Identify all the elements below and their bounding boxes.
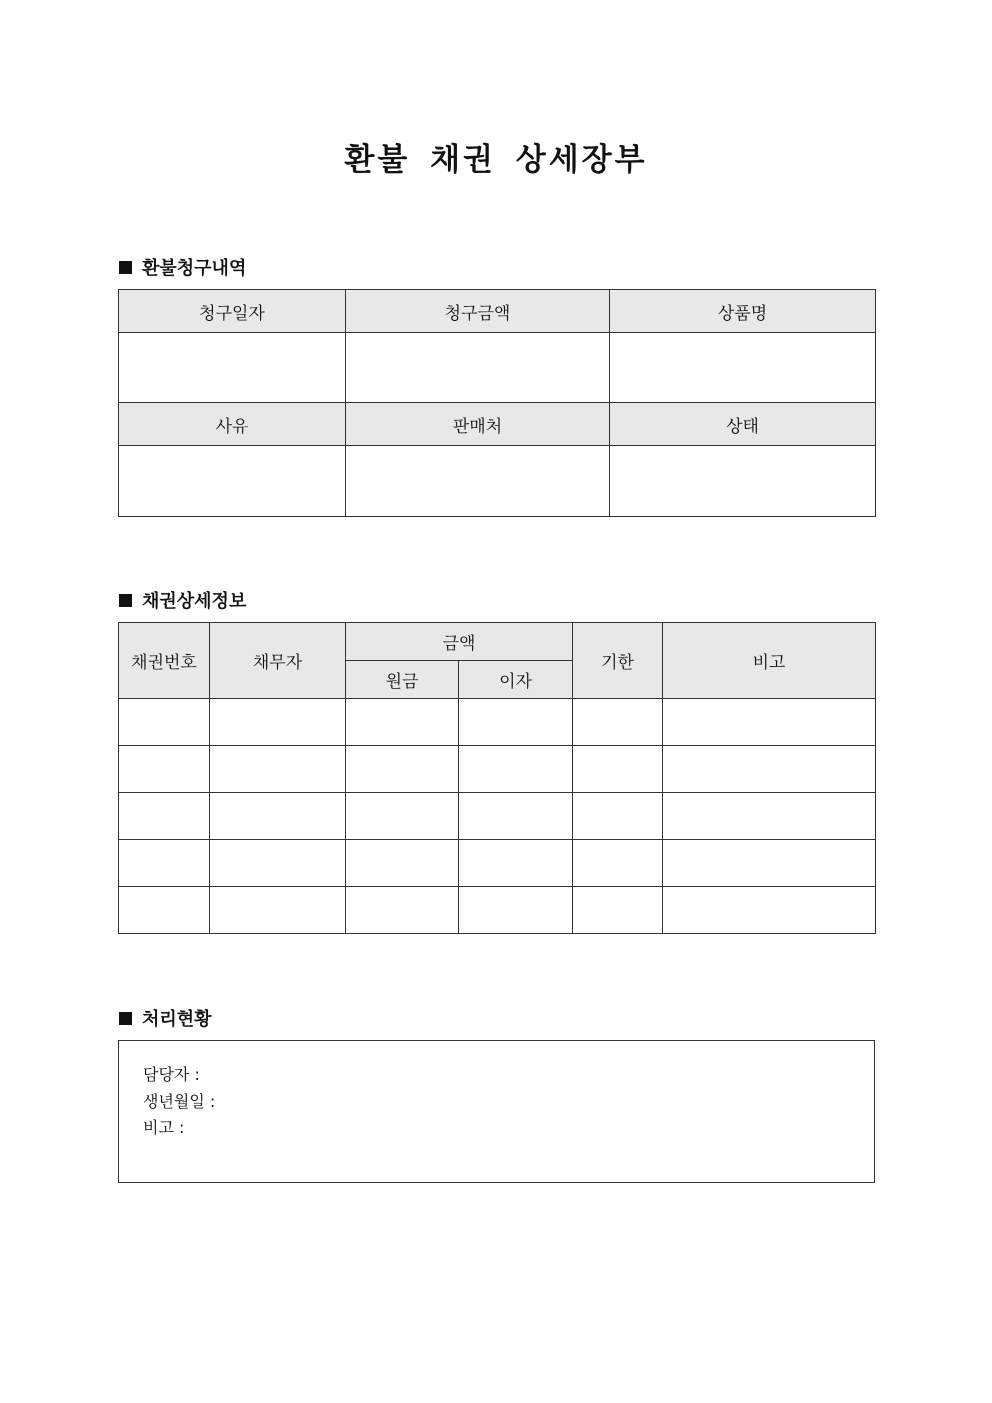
header-reason: 사유 (119, 403, 346, 446)
header-remark: 비고 (663, 623, 876, 699)
header-product-name: 상품명 (610, 290, 876, 333)
cell-principal[interactable] (346, 887, 459, 934)
cell-due-date[interactable] (573, 793, 663, 840)
cell-seller[interactable] (346, 446, 610, 517)
cell-principal[interactable] (346, 699, 459, 746)
square-bullet-icon (119, 1012, 132, 1025)
cell-due-date[interactable] (573, 746, 663, 793)
cell-bond-number[interactable] (119, 793, 210, 840)
table-row (119, 746, 876, 793)
cell-remark[interactable] (663, 793, 876, 840)
cell-debtor[interactable] (210, 840, 346, 887)
cell-remark[interactable] (663, 699, 876, 746)
cell-interest[interactable] (459, 840, 573, 887)
header-amount: 금액 (346, 623, 573, 661)
cell-principal[interactable] (346, 746, 459, 793)
header-interest: 이자 (459, 661, 573, 699)
cell-due-date[interactable] (573, 887, 663, 934)
remark-line[interactable]: 비고 : (143, 1118, 185, 1137)
square-bullet-icon (119, 261, 132, 274)
refund-request-table (118, 289, 876, 517)
birthdate-line[interactable]: 생년월일 : (143, 1092, 216, 1111)
cell-due-date[interactable] (573, 840, 663, 887)
table-row (119, 840, 876, 887)
cell-claim-amount[interactable] (346, 333, 610, 403)
cell-principal[interactable] (346, 840, 459, 887)
header-bond-number: 채권번호 (119, 623, 210, 699)
cell-debtor[interactable] (210, 699, 346, 746)
cell-bond-number[interactable] (119, 699, 210, 746)
section-heading-text: 처리현황 (142, 1009, 212, 1030)
section-heading-text: 환불청구내역 (142, 258, 247, 279)
section-heading-processing-status (119, 1005, 212, 1031)
header-status: 상태 (610, 403, 876, 446)
page-title: 환불 채권 상세장부 (344, 142, 648, 178)
cell-bond-number[interactable] (119, 746, 210, 793)
section-heading-bond-detail (119, 587, 246, 613)
cell-principal[interactable] (346, 793, 459, 840)
square-bullet-icon (119, 594, 132, 607)
cell-bond-number[interactable] (119, 840, 210, 887)
header-claim-date: 청구일자 (119, 290, 346, 333)
cell-interest[interactable] (459, 699, 573, 746)
cell-debtor[interactable] (210, 746, 346, 793)
cell-debtor[interactable] (210, 887, 346, 934)
cell-remark[interactable] (663, 746, 876, 793)
cell-reason[interactable] (119, 446, 346, 517)
header-principal: 원금 (346, 661, 459, 699)
cell-product-name[interactable] (610, 333, 876, 403)
table-row (119, 887, 876, 934)
cell-interest[interactable] (459, 887, 573, 934)
cell-claim-date[interactable] (119, 333, 346, 403)
cell-interest[interactable] (459, 746, 573, 793)
header-seller: 판매처 (346, 403, 610, 446)
section-heading-refund-request (119, 254, 246, 280)
cell-remark[interactable] (663, 840, 876, 887)
manager-line[interactable]: 담당자 : (143, 1065, 200, 1084)
table-row (119, 793, 876, 840)
cell-bond-number[interactable] (119, 887, 210, 934)
bond-detail-table (118, 622, 876, 934)
section-heading-text: 채권상세정보 (142, 591, 247, 612)
cell-debtor[interactable] (210, 793, 346, 840)
table-row (119, 699, 876, 746)
processing-status-box (118, 1040, 875, 1183)
cell-due-date[interactable] (573, 699, 663, 746)
header-due-date: 기한 (573, 623, 663, 699)
cell-interest[interactable] (459, 793, 573, 840)
header-claim-amount: 청구금액 (346, 290, 610, 333)
cell-status[interactable] (610, 446, 876, 517)
header-debtor: 채무자 (210, 623, 346, 699)
cell-remark[interactable] (663, 887, 876, 934)
